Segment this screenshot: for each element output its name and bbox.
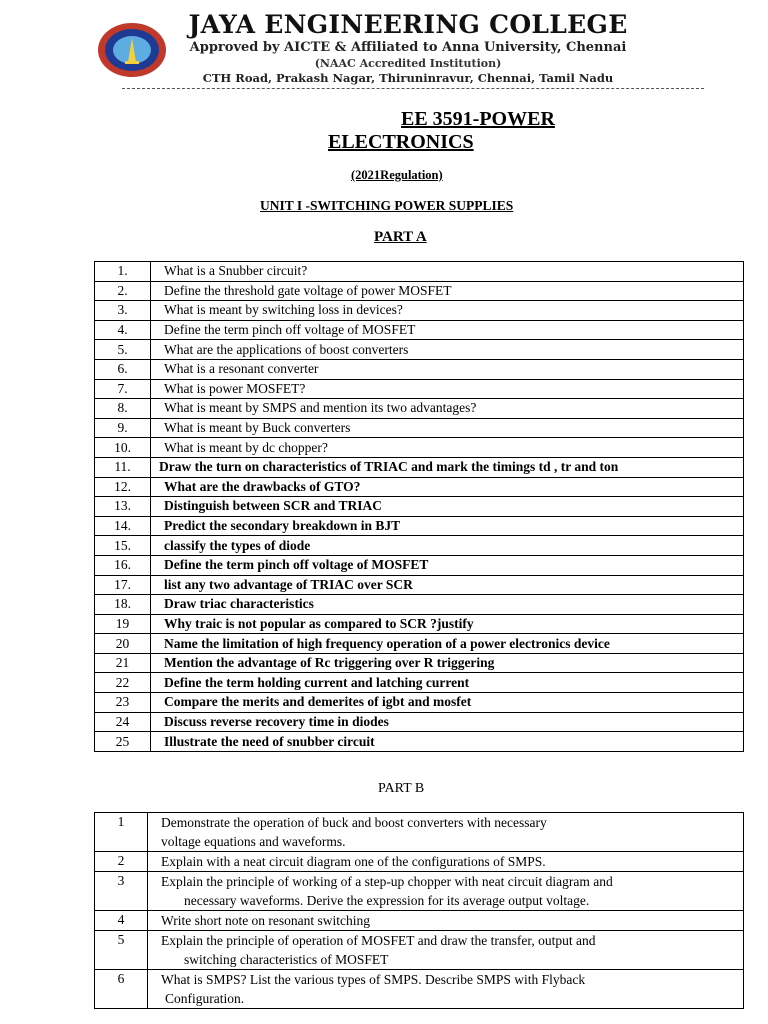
question-number: 1. [95, 262, 151, 282]
question-number: 24 [95, 712, 151, 732]
question-text: What is meant by switching loss in devices? [151, 301, 744, 321]
table-row [95, 732, 744, 752]
question-text: What are the drawbacks of GTO? [151, 477, 744, 497]
question-number: 21 [95, 653, 151, 673]
question-text: What are the applications of boost converters [151, 340, 744, 360]
table-row [95, 516, 744, 536]
question-text: What is a resonant converter [151, 359, 744, 379]
question-text: Define the threshold gate voltage of power MOSFET [151, 281, 744, 301]
question-text [148, 872, 744, 911]
table-row [95, 262, 744, 282]
part-a-table [94, 261, 744, 752]
question-text: Predict the secondary breakdown in BJT [151, 516, 744, 536]
table-row [95, 320, 744, 340]
course-title-line2: ELECTRONICS [328, 131, 474, 153]
approval-line: Approved by AICTE & Affiliated to Anna University, Chennai [189, 40, 627, 55]
question-number: 6. [95, 359, 151, 379]
table-row [95, 575, 744, 595]
question-text [148, 911, 744, 931]
table-row [95, 970, 744, 1009]
question-text [148, 852, 744, 872]
question-number: 17. [95, 575, 151, 595]
table-row [95, 673, 744, 693]
table-row [95, 872, 744, 911]
table-row [95, 281, 744, 301]
question-number: 8. [95, 399, 151, 419]
question-text: Draw the turn on characteristics of TRIAC and mark the timings td , tr and ton [151, 457, 744, 477]
question-line: Write short note on resonant switching [161, 913, 371, 928]
college-header [168, 10, 648, 86]
question-number: 23 [95, 693, 151, 713]
table-row [95, 418, 744, 438]
question-number: 12. [95, 477, 151, 497]
address-line: CTH Road, Prakash Nagar, Thiruninravur, Chennai, Tamil Nadu [202, 71, 614, 85]
table-row [95, 497, 744, 517]
question-text: Mention the advantage of Rc triggering over R triggering [151, 653, 744, 673]
question-number: 6 [95, 970, 148, 1009]
part-a-heading: PART A [374, 229, 427, 245]
question-number: 19 [95, 614, 151, 634]
question-text: Distinguish between SCR and TRIAC [151, 497, 744, 517]
accreditation-line: (NAAC Accredited Institution) [314, 57, 502, 70]
table-row [95, 340, 744, 360]
question-number: 11. [95, 457, 151, 477]
question-text: Discuss reverse recovery time in diodes [151, 712, 744, 732]
table-row [95, 438, 744, 458]
question-text [148, 813, 744, 852]
table-row [95, 634, 744, 654]
part-b-table [94, 812, 744, 1009]
table-row [95, 614, 744, 634]
question-number: 9. [95, 418, 151, 438]
table-row [95, 555, 744, 575]
table-row [95, 931, 744, 970]
question-number: 4. [95, 320, 151, 340]
question-text: Define the term pinch off voltage of MOSFET [151, 555, 744, 575]
question-text: What is meant by dc chopper? [151, 438, 744, 458]
question-number: 3 [95, 872, 148, 911]
question-text [148, 931, 744, 970]
question-number: 20 [95, 634, 151, 654]
question-number: 15. [95, 536, 151, 556]
question-line: Explain the principle of working of a step-up chopper with neat circuit diagram and [161, 874, 613, 889]
question-text: What is a Snubber circuit? [151, 262, 744, 282]
question-number: 16. [95, 555, 151, 575]
question-text: Draw triac characteristics [151, 595, 744, 615]
question-text: Compare the merits and demerites of igbt and mosfet [151, 693, 744, 713]
table-row [95, 457, 744, 477]
question-number: 22 [95, 673, 151, 693]
table-row [95, 653, 744, 673]
question-text: classify the types of diode [151, 536, 744, 556]
question-text: list any two advantage of TRIAC over SCR [151, 575, 744, 595]
question-line: switching characteristics of MOSFET [184, 952, 389, 967]
question-line: Demonstrate the operation of buck and boost converters with necessary [161, 815, 547, 830]
question-number: 14. [95, 516, 151, 536]
question-text: Why traic is not popular as compared to SCR ?justify [151, 614, 744, 634]
question-number: 2. [95, 281, 151, 301]
question-line: Configuration. [165, 991, 245, 1006]
table-row [95, 911, 744, 931]
regulation-label: (2021Regulation) [351, 168, 443, 182]
question-text: Define the term holding current and latching current [151, 673, 744, 693]
question-line: voltage equations and waveforms. [161, 834, 346, 849]
question-line: Explain with a neat circuit diagram one of the configurations of SMPS. [161, 854, 546, 869]
question-text: Illustrate the need of snubber circuit [151, 732, 744, 752]
question-text: Name the limitation of high frequency operation of a power electronics device [151, 634, 744, 654]
question-number: 10. [95, 438, 151, 458]
table-row [95, 813, 744, 852]
question-number: 25 [95, 732, 151, 752]
question-number: 7. [95, 379, 151, 399]
question-number: 5. [95, 340, 151, 360]
table-row [95, 595, 744, 615]
table-row [95, 359, 744, 379]
table-row [95, 379, 744, 399]
question-number: 13. [95, 497, 151, 517]
college-name: JAYA ENGINEERING COLLEGE [188, 10, 628, 39]
question-text [148, 970, 744, 1009]
question-line: What is SMPS? List the various types of SMPS. Describe SMPS with Flyback [161, 972, 586, 987]
question-number: 3. [95, 301, 151, 321]
header-divider [122, 88, 704, 89]
table-row [95, 301, 744, 321]
part-b-heading: PART B [378, 781, 425, 796]
question-number: 4 [95, 911, 148, 931]
table-row [95, 712, 744, 732]
question-line: necessary waveforms. Derive the expression for its average output voltage. [184, 893, 590, 908]
question-text: What is power MOSFET? [151, 379, 744, 399]
question-number: 18. [95, 595, 151, 615]
table-row [95, 399, 744, 419]
question-line: Explain the principle of operation of MOSFET and draw the transfer, output and [161, 933, 596, 948]
question-number: 1 [95, 813, 148, 852]
course-title-line1: EE 3591-POWER [401, 108, 555, 130]
table-row [95, 852, 744, 872]
question-text: What is meant by SMPS and mention its two advantages? [151, 399, 744, 419]
question-text: Define the term pinch off voltage of MOSFET [151, 320, 744, 340]
question-number: 5 [95, 931, 148, 970]
college-logo [97, 22, 167, 78]
question-number: 2 [95, 852, 148, 872]
table-row [95, 536, 744, 556]
question-text: What is meant by Buck converters [151, 418, 744, 438]
table-row [95, 477, 744, 497]
table-row [95, 693, 744, 713]
unit-heading: UNIT I -SWITCHING POWER SUPPLIES [260, 198, 514, 213]
